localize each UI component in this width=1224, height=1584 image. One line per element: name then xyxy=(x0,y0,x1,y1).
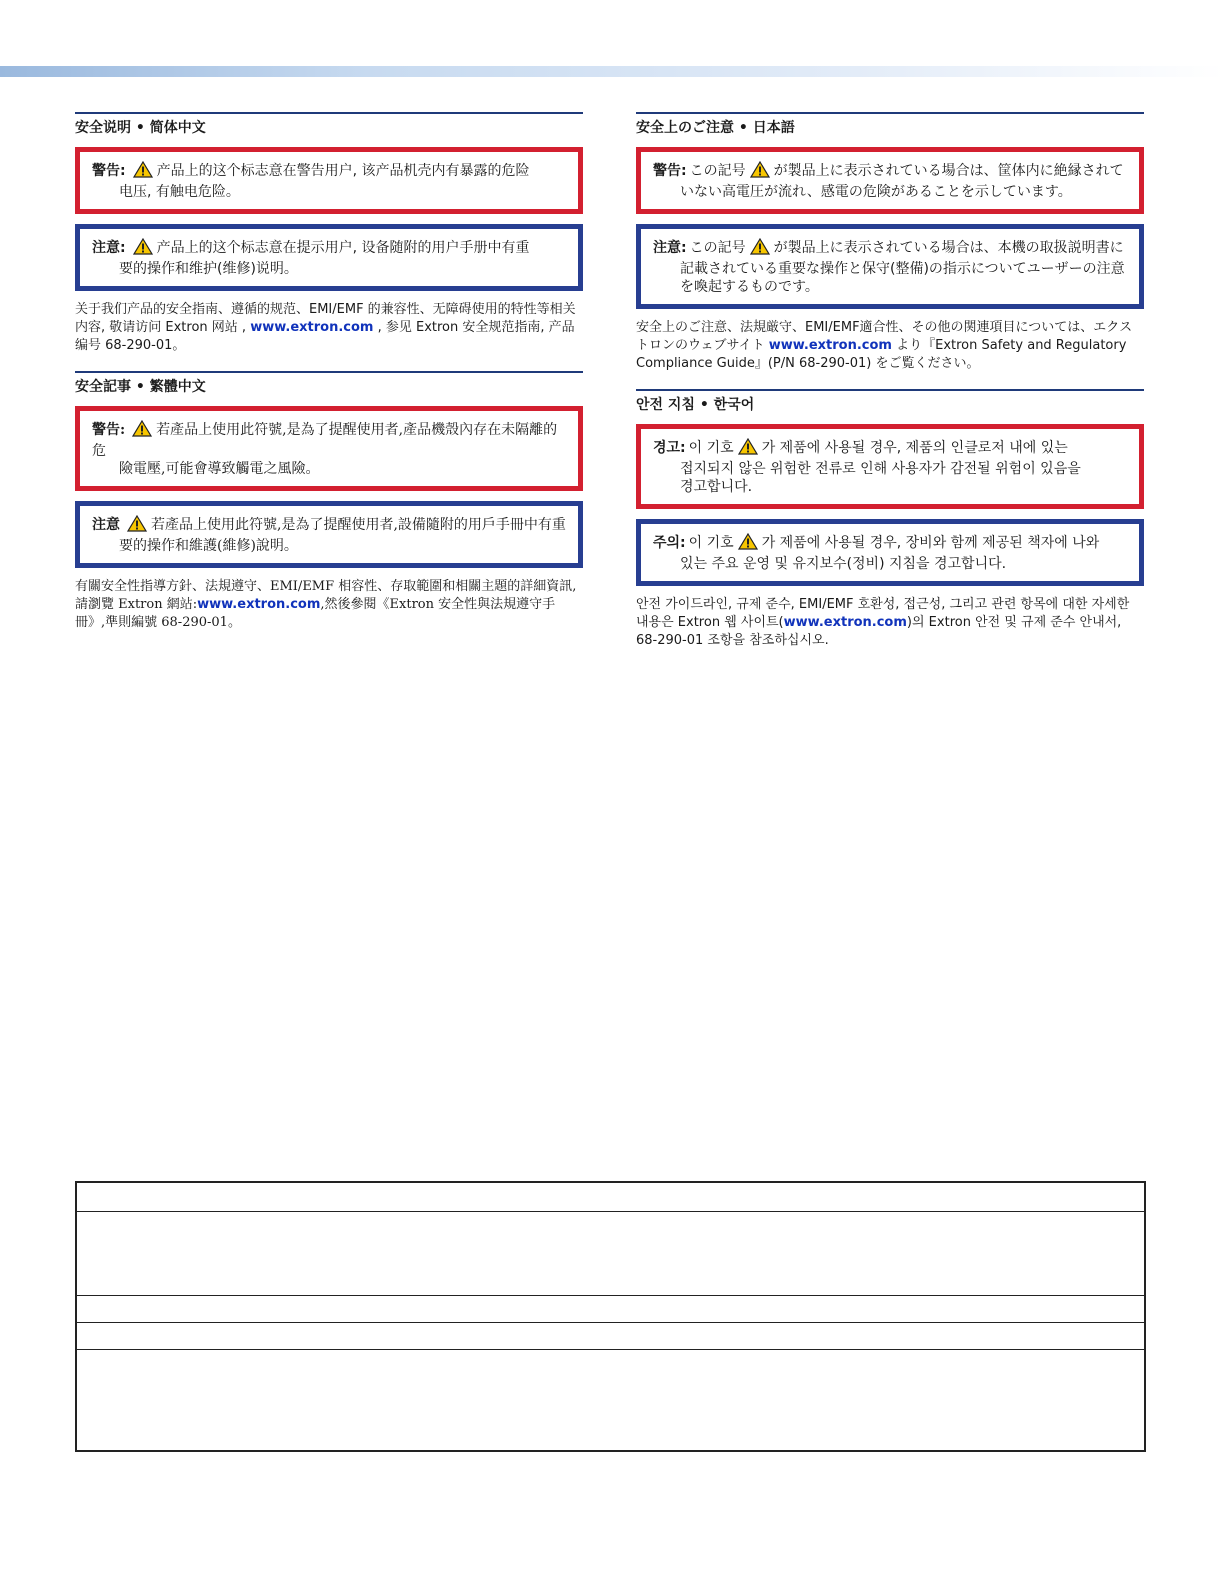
paragraph-text-end: , 参见 Extron 安全规范指南, 产品编号 68-290-01。 xyxy=(75,320,575,353)
caution-box xyxy=(75,501,583,568)
table-row xyxy=(77,1212,1144,1296)
warning-label: 警告: xyxy=(92,163,126,179)
caution-text-line2: 要的操作和维护(维修)说明。 xyxy=(119,261,298,277)
caution-text-post: が製品上に表示されている場合は、本機の取扱説明書に xyxy=(773,240,1124,256)
section-title-korean: 안전 지침 • 한국어 xyxy=(636,389,1144,414)
caution-text-line1: 若產品上使用此符號,是為了提醒使用者,設備隨附的用戶手冊中有重 xyxy=(151,517,566,533)
warning-box xyxy=(75,147,583,214)
caution-text-line2: 要的操作和維護(維修)說明。 xyxy=(119,538,298,554)
safety-info-paragraph xyxy=(75,578,583,632)
warning-text-line2: いない高電圧が流れ、感電の危険があることを示しています。 xyxy=(680,184,1072,200)
table-row xyxy=(77,1296,1144,1323)
warning-label: 경고: xyxy=(653,440,686,456)
safety-info-paragraph xyxy=(636,596,1144,650)
caution-box xyxy=(75,224,583,291)
caution-text-line2: 記載されている重要な操作と保守(整備)の指示についてユーザーの注意 xyxy=(680,261,1125,277)
paragraph-text-end: ,然後參閱《Extron 安全性與法規遵守手冊》,準則編號 68-290-01。 xyxy=(75,597,556,630)
warning-triangle-icon xyxy=(133,238,153,260)
section-traditional-chinese xyxy=(75,371,583,632)
extron-link[interactable]: www.extron.com xyxy=(250,320,374,335)
extron-link[interactable]: www.extron.com xyxy=(197,597,321,612)
empty-form-table xyxy=(75,1181,1146,1452)
caution-label: 주의: xyxy=(653,535,686,551)
warning-text-pre: この記号 xyxy=(689,163,746,179)
warning-triangle-icon xyxy=(738,533,758,555)
extron-link[interactable]: www.extron.com xyxy=(783,615,907,630)
warning-text-line1: 若產品上使用此符號,是為了提醒使用者,產品機殼內存在未隔離的危 xyxy=(92,422,558,459)
caution-text-line1: 产品上的这个标志意在提示用户, 设备随附的用户手册中有重 xyxy=(156,240,530,256)
caution-text-line2: 있는 주요 운영 및 유지보수(정비) 지침을 경고합니다. xyxy=(680,556,1007,572)
caution-box xyxy=(636,519,1144,586)
warning-box xyxy=(636,147,1144,214)
header-gradient-bar xyxy=(0,66,1224,77)
warning-text-line3: 경고합니다. xyxy=(680,479,753,495)
safety-info-paragraph xyxy=(636,319,1144,373)
table-row xyxy=(77,1183,1144,1212)
safety-info-paragraph xyxy=(75,301,583,355)
table-row xyxy=(77,1323,1144,1350)
caution-text-line3: を喚起するものです。 xyxy=(680,279,819,295)
warning-text-pre: 이 기호 xyxy=(688,440,734,456)
caution-text-pre: 이 기호 xyxy=(688,535,734,551)
paragraph-text: 关于我们产品的安全指南、遵循的规范、EMI/EMF 的兼容性、无障碍使用的特性等相关内容, 敬请访问 Extron 网站 , xyxy=(75,302,576,335)
right-column xyxy=(636,112,1144,666)
warning-text-line2: 电压, 有触电危险。 xyxy=(119,184,240,200)
section-japanese xyxy=(636,112,1144,373)
paragraph-text-end: より『Extron Safety and Regulatory Compliance Guide』(P/N 68-290-01) をご覧ください。 xyxy=(636,338,1127,371)
warning-triangle-icon xyxy=(750,238,770,260)
paragraph-text: 安全上のご注意、法規厳守、EMI/EMF適合性、その他の関連項目については、エクストロンのウェブサイト xyxy=(636,320,1133,353)
caution-text-post: 가 제품에 사용될 경우, 장비와 함께 제공된 책자에 나와 xyxy=(761,535,1100,551)
warning-label: 警告: xyxy=(92,422,126,438)
warning-text-line1: 产品上的这个标志意在警告用户, 该产品机壳内有暴露的危险 xyxy=(156,163,530,179)
warning-triangle-icon xyxy=(133,161,153,183)
warning-label: 警告: xyxy=(653,163,687,179)
warning-triangle-icon xyxy=(750,161,770,183)
paragraph-text: 안전 가이드라인, 규제 준수, EMI/EMF 호환성, 접근성, 그리고 관련 항목에 대한 자세한 내용은 Extron 웹 사이트( xyxy=(636,597,1130,630)
warning-box xyxy=(636,424,1144,509)
warning-triangle-icon xyxy=(738,438,758,460)
extron-link[interactable]: www.extron.com xyxy=(768,338,892,353)
warning-box xyxy=(75,406,583,491)
caution-label: 注意: xyxy=(92,240,126,256)
left-column xyxy=(75,112,583,648)
section-korean xyxy=(636,389,1144,650)
section-title-japanese: 安全上のご注意 • 日本語 xyxy=(636,112,1144,137)
warning-text-post: が製品上に表示されている場合は、筐体内に絶縁されて xyxy=(773,163,1124,179)
paragraph-text: 有關安全性指導方針、法規遵守、EMI/EMF 相容性、存取範圍和相關主題的詳細資訊,請瀏覽 Extron 網站: xyxy=(75,579,577,612)
warning-triangle-icon xyxy=(127,515,147,537)
caution-box xyxy=(636,224,1144,309)
section-title-simplified-chinese: 安全说明 • 简体中文 xyxy=(75,112,583,137)
caution-label: 注意: xyxy=(653,240,687,256)
paragraph-text-end: )의 Extron 안전 및 규제 준수 안내서, 68-290-01 조항을 참조하십시오. xyxy=(636,615,1122,648)
table-row xyxy=(77,1350,1144,1450)
section-title-traditional-chinese: 安全記事 • 繁體中文 xyxy=(75,371,583,396)
caution-text-pre: この記号 xyxy=(689,240,746,256)
caution-label: 注意 xyxy=(92,517,120,533)
warning-text-line2: 접지되지 않은 위험한 전류로 인해 사용자가 감전될 위험이 있음을 xyxy=(680,461,1081,477)
warning-triangle-icon xyxy=(132,420,152,442)
warning-text-post: 가 제품에 사용될 경우, 제품의 인클로저 내에 있는 xyxy=(761,440,1068,456)
warning-text-line2: 險電壓,可能會導致觸電之風險。 xyxy=(119,461,320,477)
section-simplified-chinese xyxy=(75,112,583,355)
